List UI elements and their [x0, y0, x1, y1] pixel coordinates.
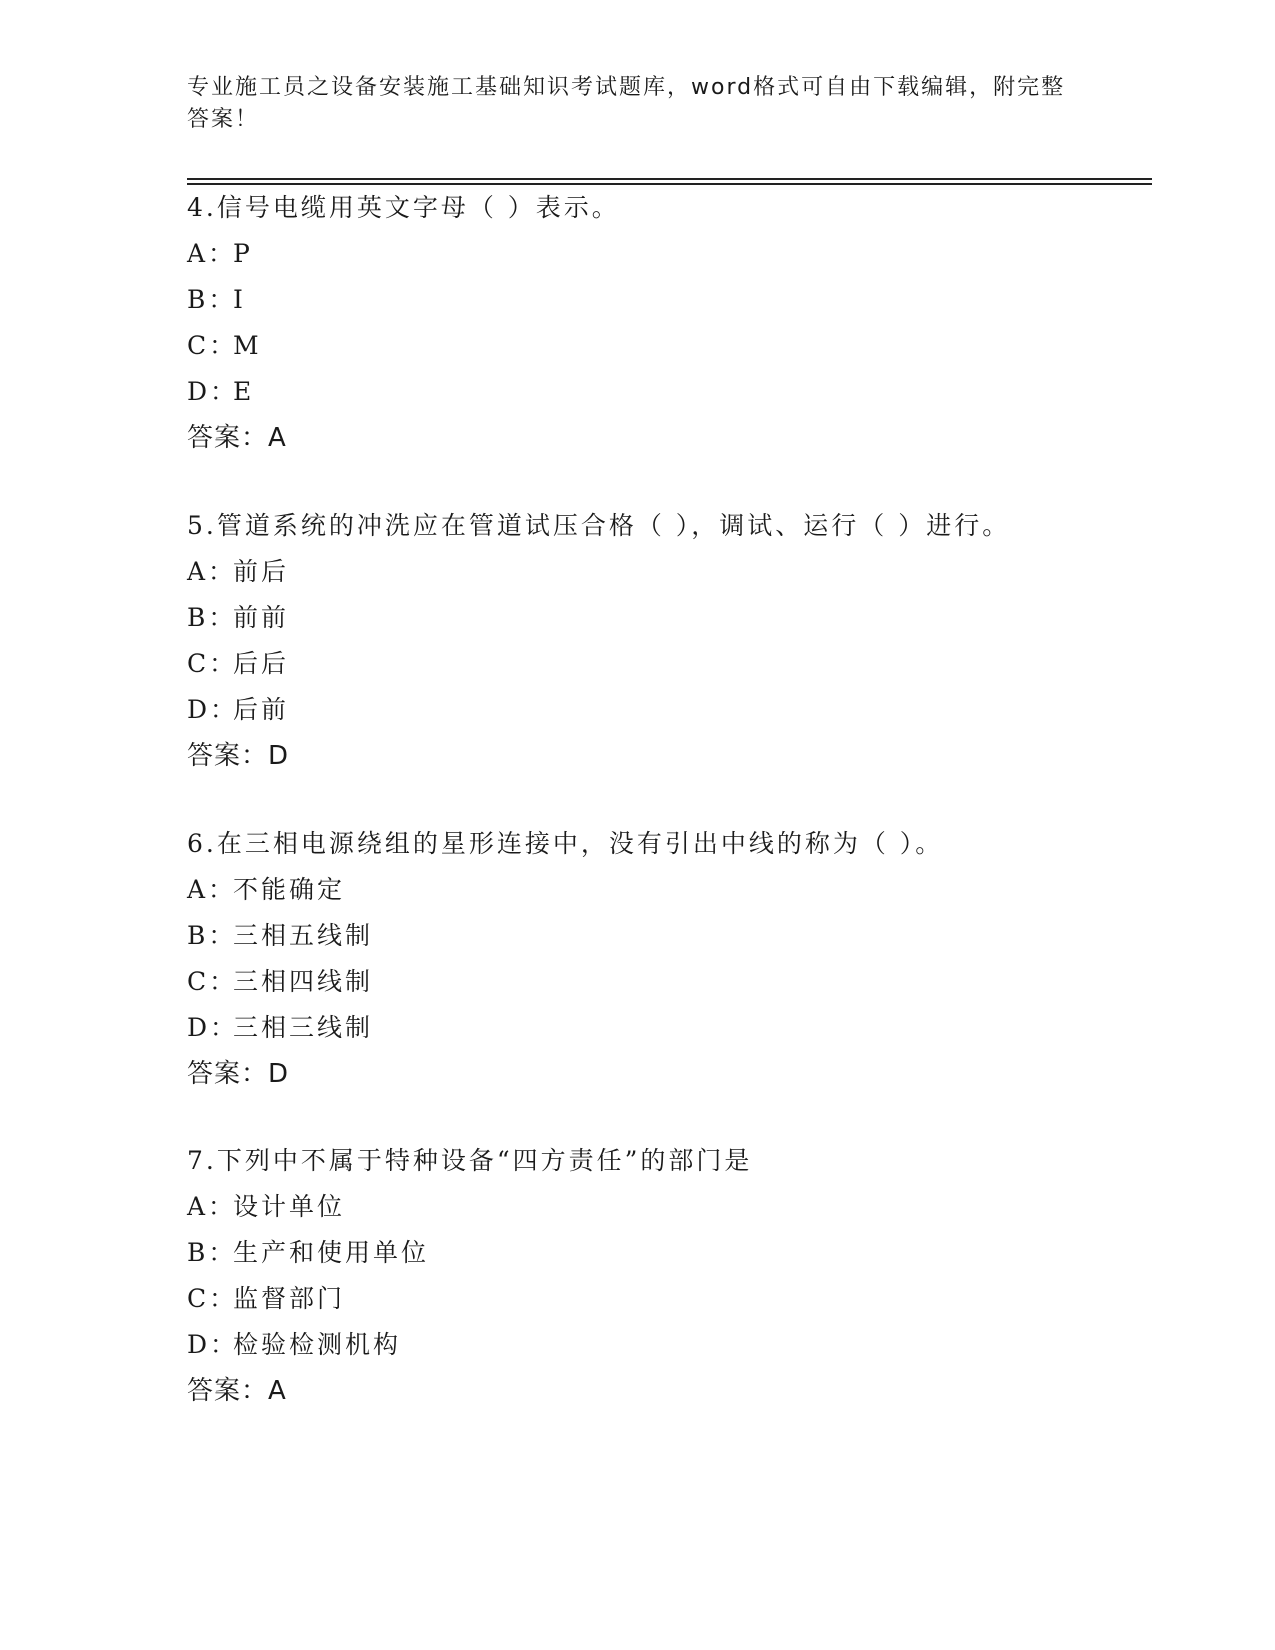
- option-a: [187, 557, 1147, 603]
- header-divider-top: [187, 178, 1152, 180]
- option-d: [187, 1013, 1147, 1059]
- option-text: 不能确定: [233, 875, 346, 904]
- option-text: 三相五线制: [233, 921, 374, 950]
- option-text: 生产和使用单位: [233, 1238, 430, 1267]
- option-b: [187, 603, 1147, 649]
- option-text: 后前: [233, 695, 290, 724]
- option-letter: B：: [187, 285, 237, 314]
- option-text: 设计单位: [233, 1192, 346, 1221]
- question-title: 5.管道系统的冲洗应在管道试压合格（ ），调试、运行（ ）进行。: [187, 511, 1011, 540]
- option-letter: A：: [187, 1192, 237, 1221]
- option-text: 三相三线制: [233, 1013, 374, 1042]
- option-text: 检验检测机构: [233, 1330, 402, 1359]
- answer-text: 答案：D: [187, 741, 290, 771]
- option-text: 前前: [233, 603, 290, 632]
- option-d: [187, 1330, 1147, 1376]
- option-text: 前后: [233, 557, 290, 586]
- option-text: I: [233, 285, 246, 314]
- option-letter: B：: [187, 603, 237, 632]
- option-b: [187, 1238, 1147, 1284]
- option-letter: C：: [187, 331, 238, 360]
- option-letter: C：: [187, 967, 238, 996]
- header-divider-bottom: [187, 183, 1152, 185]
- option-text: P: [233, 239, 253, 268]
- option-b: [187, 285, 1147, 331]
- answer-text: 答案：A: [187, 423, 287, 453]
- option-b: [187, 921, 1147, 967]
- option-letter: D：: [187, 1013, 239, 1042]
- option-a: [187, 875, 1147, 921]
- option-c: [187, 331, 1147, 377]
- option-d: [187, 695, 1147, 741]
- option-c: [187, 967, 1147, 1013]
- question-title: 4.信号电缆用英文字母（ ）表示。: [187, 193, 620, 222]
- option-c: [187, 649, 1147, 695]
- question-title: 6.在三相电源绕组的星形连接中，没有引出中线的称为（ ）。: [187, 829, 944, 858]
- option-text: 三相四线制: [233, 967, 374, 996]
- answer-text: 答案：A: [187, 1376, 287, 1406]
- option-letter: A：: [187, 557, 237, 586]
- option-letter: B：: [187, 921, 237, 950]
- question-block: [187, 511, 1147, 771]
- option-text: 监督部门: [233, 1284, 346, 1313]
- option-d: [187, 377, 1147, 423]
- option-letter: D：: [187, 695, 239, 724]
- option-text: M: [233, 331, 262, 360]
- option-c: [187, 1284, 1147, 1330]
- question-block: [187, 829, 1147, 1089]
- option-letter: D：: [187, 1330, 239, 1359]
- option-letter: C：: [187, 1284, 238, 1313]
- option-letter: D：: [187, 377, 239, 406]
- question-title: 7.下列中不属于特种设备“四方责任”的部门是: [187, 1146, 753, 1175]
- question-block: [187, 1146, 1147, 1406]
- question-block: [187, 193, 1147, 453]
- document-header: 专业施工员之设备安装施工基础知识考试题库，word格式可自由下载编辑，附完整答案！: [187, 75, 1066, 132]
- option-a: [187, 1192, 1147, 1238]
- option-text: 后后: [233, 649, 290, 678]
- option-letter: C：: [187, 649, 238, 678]
- answer-text: 答案：D: [187, 1059, 290, 1089]
- option-letter: B：: [187, 1238, 237, 1267]
- option-letter: A：: [187, 239, 237, 268]
- option-letter: A：: [187, 875, 237, 904]
- option-text: E: [233, 377, 255, 406]
- option-a: [187, 239, 1147, 285]
